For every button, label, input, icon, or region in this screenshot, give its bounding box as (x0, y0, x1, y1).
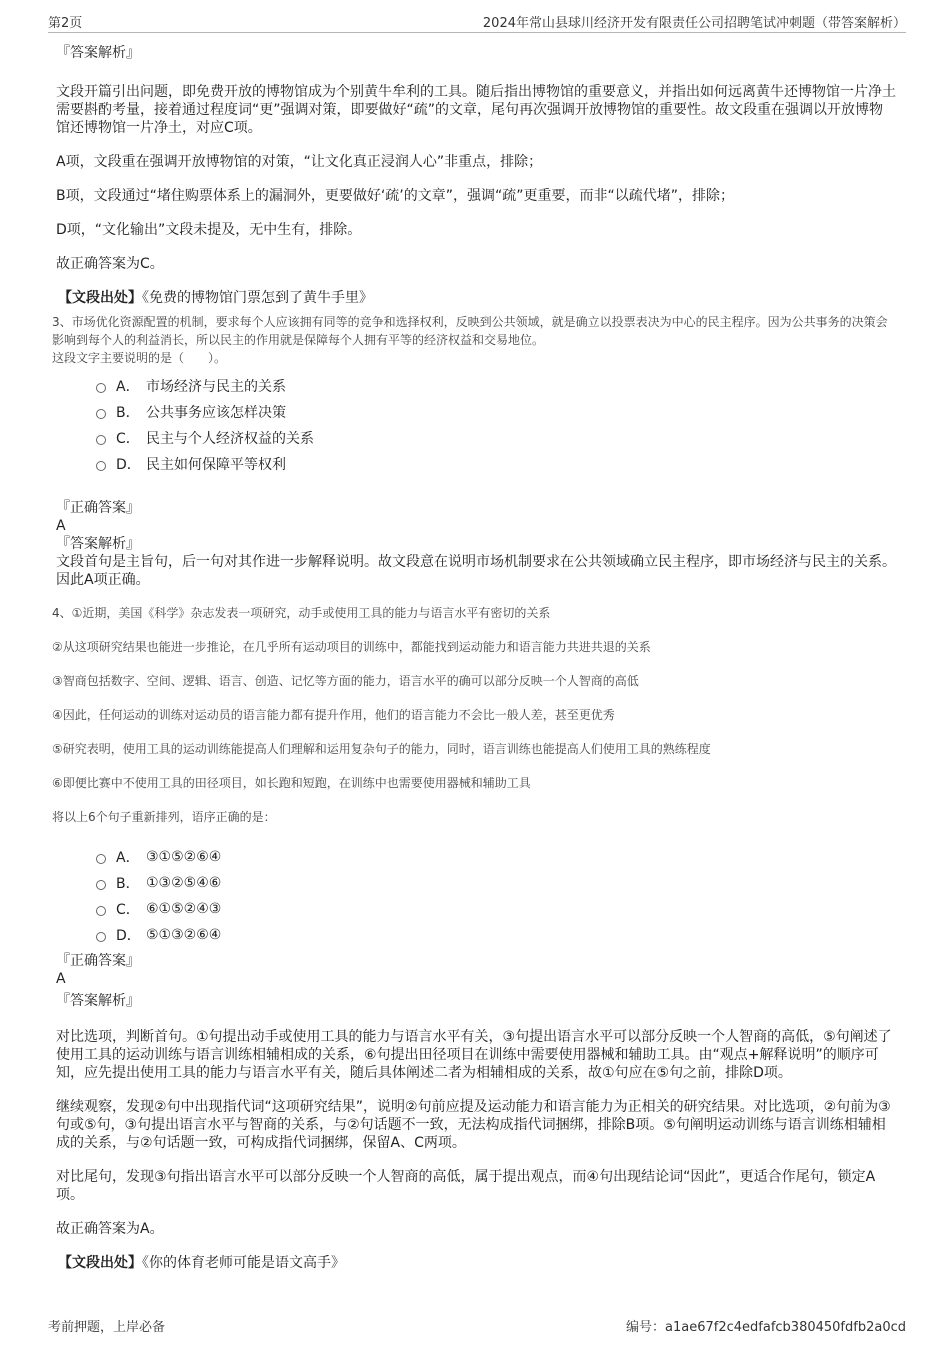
q2-analysis-option-a: A项，文段重在强调开放博物馆的对策，“让文化真正浸润人心”非重点，排除； (56, 154, 543, 170)
q2-source (58, 289, 896, 307)
radio-icon[interactable] (96, 461, 106, 471)
q2-analysis-option-d: D项，“文化输出”文段未提及，无中生有，排除。 (56, 222, 362, 238)
footer-code-value: a1ae67f2c4edfafcb380450fdfb2a0cd (665, 1320, 906, 1335)
q4-answer-label: 『正确答案』 (56, 953, 140, 969)
footer-code (626, 1316, 906, 1335)
q3-analysis-label: 『答案解析』 (56, 536, 140, 552)
radio-icon[interactable] (96, 435, 106, 445)
q4-analysis-label: 『答案解析』 (56, 993, 140, 1009)
q3-options (96, 373, 896, 477)
q4-prompt: 将以上6个句子重新排列，语序正确的是： (52, 810, 276, 824)
q3-analysis: 文段首句是主旨句，后一句对其作进一步解释说明。故文段意在说明市场机制要求在公共领域确立民主程序，即市场经济与民主的关系。因此A项正确。 (56, 554, 896, 588)
q4-sentence-4: ④因此，任何运动的训练对运动员的语言能力都有提升作用，他们的语言能力不会比一般人差，甚至更优秀 (52, 708, 615, 722)
radio-icon[interactable] (96, 409, 106, 419)
q3-option-b[interactable]: B． 公共事务应该怎样决策 (96, 399, 896, 425)
q3-option-a[interactable]: A． 市场经济与民主的关系 (96, 373, 896, 399)
q4-source-title: 《你的体育老师可能是语文高手》 (142, 1255, 345, 1271)
q3-prompt: 这段文字主要说明的是（ ）。 (52, 351, 227, 365)
page-number: 第2页 (48, 16, 83, 31)
q4-analysis-paragraph-1: 对比选项，判断首句。①句提出动手或使用工具的能力与语言水平有关，③句提出语言水平可以部分反映一个人智商的高低，⑤句阐述了使用工具的运动训练与语言训练相辅相成的关系，⑥句提出田径项目在训练中需要使用器械和辅助工具。由“观点+解释说明”的顺序可知，应先提出使用工具的能力与语言水平有关，随后具体阐述二者为相辅相成的关系，故①句应在⑤句之前，排除D项。 (56, 1029, 892, 1081)
q2-analysis-label: 『答案解析』 (56, 45, 140, 61)
q3-answer: A (56, 518, 66, 534)
page-header (48, 12, 906, 33)
q4-source (58, 1254, 896, 1272)
q4-option-a[interactable]: A． ③①⑤②⑥④ (96, 844, 896, 870)
q4-sentence-2: ②从这项研究结果也能进一步推论，在几乎所有运动项目的训练中，都能找到运动能力和语言能力共进共退的关系 (52, 640, 651, 654)
q4-sentence-3: ③智商包括数字、空间、逻辑、语言、创造、记忆等方面的能力，语言水平的确可以部分反映一个人智商的高低 (52, 674, 639, 688)
q4-answer: A (56, 971, 66, 987)
radio-icon[interactable] (96, 880, 106, 890)
q4-sentence-5: ⑤研究表明，使用工具的运动训练能提高人们理解和运用复杂句子的能力，同时，语言训练也能提高人们使用工具的熟练程度 (52, 742, 711, 756)
question-3 (52, 313, 896, 367)
radio-icon[interactable] (96, 854, 106, 864)
q4-options (96, 844, 896, 948)
q3-option-d[interactable]: D． 民主如何保障平等权利 (96, 451, 896, 477)
q3-option-c[interactable]: C． 民主与个人经济权益的关系 (96, 425, 896, 451)
q4-option-c[interactable]: C． ⑥①⑤②④③ (96, 896, 896, 922)
q3-answer-label: 『正确答案』 (56, 500, 140, 516)
page-content (52, 44, 896, 1272)
q2-analysis-paragraph: 文段开篇引出问题，即免费开放的博物馆成为个别黄牛牟利的工具。随后指出博物馆的重要意义，并指出如何远离黄牛还博物馆一片净土需要斟酌考量，接着通过程度词“更”强调对策，即要做好“疏”的文章，尾句再次强调开放博物馆的重要性。故文段重在强调以开放博物馆还博物馆一片净土，对应C项。 (56, 84, 896, 136)
question-4 (52, 604, 896, 826)
document-title: 2024年常山县球川经济开发有限责任公司招聘笔试冲刺题（带答案解析） (482, 16, 906, 31)
footer-slogan: 考前押题，上岸必备 (48, 1320, 166, 1335)
footer-code-label: 编号： (626, 1320, 666, 1335)
q2-source-title: 《免费的博物馆门票怎到了黄牛手里》 (142, 290, 373, 306)
q3-stem: 3、市场优化资源配置的机制，要求每个人应该拥有同等的竞争和选择权利，反映到公共领域，就是确立以投票表决为中心的民主程序。因为公共事务的决策会影响到每个人的利益消长，所以民主的作用就是保障每个人拥有平等的经济权益和交易地位。 (52, 315, 888, 347)
q4-analysis-paragraph-2: 继续观察，发现②句中出现指代词“这项研究结果”，说明②句前应提及运动能力和语言能力为正相关的研究结果。对比选项，②句前为③句或⑤句，③句提出语言水平与智商的关系，与②句话题不一致，无法构成指代词捆绑，排除B项。⑤句阐明运动训练与语言训练相辅相成的关系，与②句话题一致，可构成指代词捆绑，保留A、C两项。 (56, 1099, 891, 1151)
radio-icon[interactable] (96, 383, 106, 393)
q4-conclusion: 故正确答案为A。 (56, 1221, 164, 1237)
q4-sentence-6: ⑥即便比赛中不使用工具的田径项目，如长跑和短跑，在训练中也需要使用器械和辅助工具 (52, 776, 531, 790)
q4-option-d[interactable]: D． ⑤①③②⑥④ (96, 922, 896, 948)
q2-conclusion: 故正确答案为C。 (56, 256, 164, 272)
q4-analysis-paragraph-3: 对比尾句，发现③句指出语言水平可以部分反映一个人智商的高低，属于提出观点，而④句出现结论词“因此”，更适合作尾句，锁定A项。 (56, 1169, 876, 1203)
q2-analysis-option-b: B项，文段通过“堵住购票体系上的漏洞外，更要做好‘疏’的文章”，强调“疏”更重要，而非“以疏代堵”，排除； (56, 188, 735, 204)
q4-sentence-1: 4、①近期，美国《科学》杂志发表一项研究，动手或使用工具的能力与语言水平有密切的关系 (52, 606, 551, 620)
radio-icon[interactable] (96, 906, 106, 916)
q4-option-b[interactable]: B． ①③②⑤④⑥ (96, 870, 896, 896)
radio-icon[interactable] (96, 932, 106, 942)
q2-source-label: 【文段出处】 (58, 290, 142, 306)
q4-source-label: 【文段出处】 (58, 1255, 142, 1271)
